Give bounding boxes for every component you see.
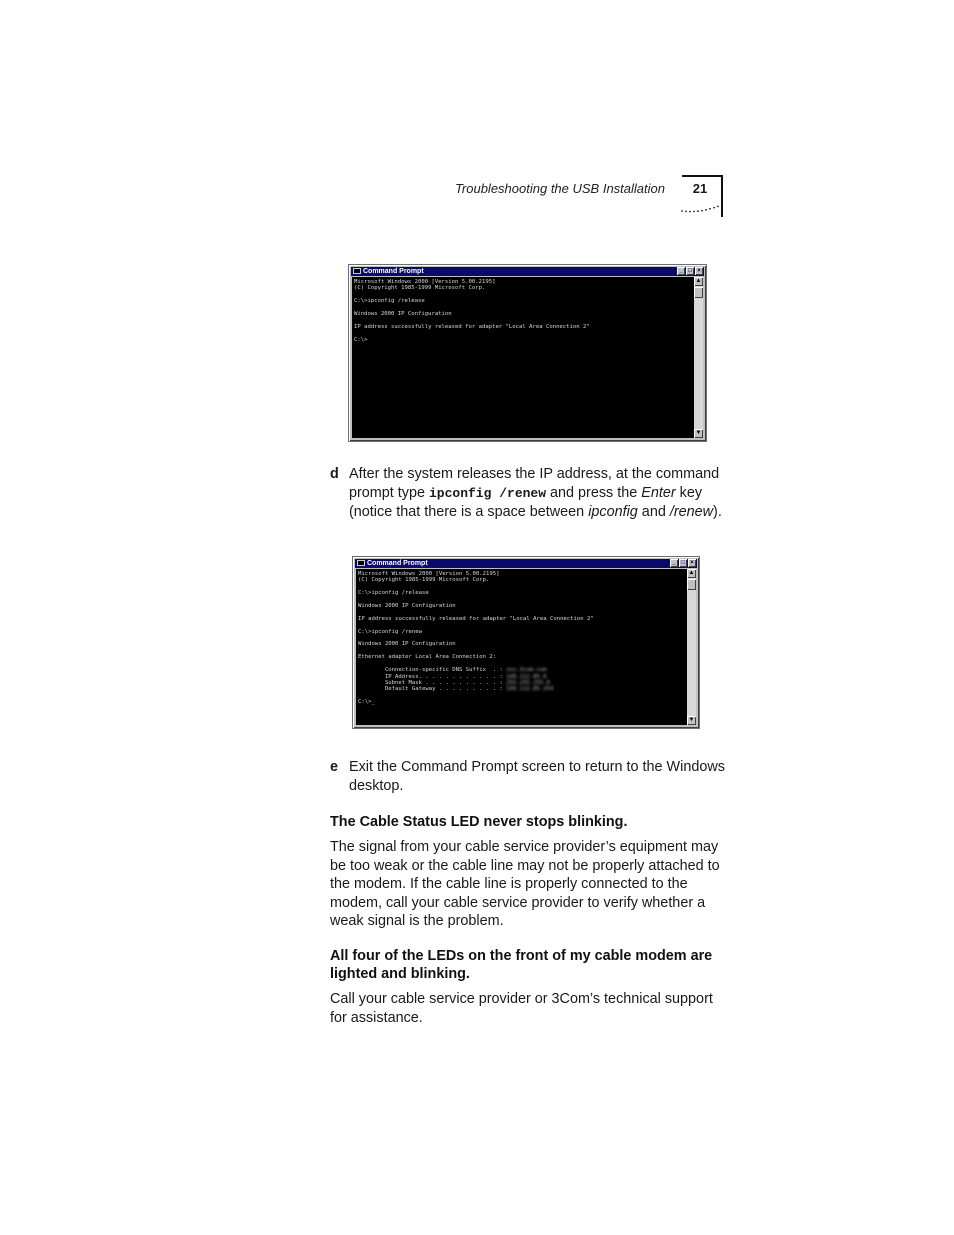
command-text: ipconfig /renew (429, 485, 547, 501)
console-line: IP address successfully released for adapter "Local Area Connection 2" (354, 323, 590, 330)
console-line: C:\>ipconfig /renew (358, 628, 422, 635)
console-line: Windows 2000 IP Configuration (358, 641, 456, 648)
window-title: Command Prompt (367, 560, 428, 567)
step-d-text (349, 465, 725, 522)
window-title-bar (355, 559, 697, 568)
close-icon: × (688, 559, 696, 567)
window-title-bar (351, 267, 704, 276)
config-label: IP Address. . . . . . . . . . . . : (358, 673, 507, 680)
step-d-text-4: and (637, 504, 670, 521)
scrollbar (687, 569, 696, 725)
maximize-icon: □ (686, 267, 694, 275)
step-e (330, 758, 725, 795)
close-icon: × (695, 267, 703, 275)
step-letter: e (330, 759, 339, 775)
config-value-blurred: xxx.3com.com (506, 667, 547, 674)
page-number-rule-side (721, 175, 723, 217)
config-value-blurred: 149.112.85.6 (506, 673, 547, 680)
scrollbar (694, 277, 703, 438)
step-letter: d (330, 466, 339, 482)
console-line: C:\> (354, 336, 368, 343)
command-prompt-window-release (348, 264, 707, 442)
console-line: Microsoft Windows 2000 [Version 5.00.2195] (354, 279, 496, 285)
config-value-blurred: 255.255.255.0 (506, 679, 550, 686)
step-d-text-2: and press the (546, 484, 642, 501)
running-header-title: Troubleshooting the USB Installation (454, 181, 665, 196)
config-label: Subnet Mask . . . . . . . . . . . : (358, 679, 507, 686)
maximize-icon: □ (679, 559, 687, 567)
console-output (352, 277, 694, 438)
console-output (356, 569, 687, 725)
page-number: 21 (692, 181, 708, 196)
scroll-down-icon: ▼ (688, 717, 695, 723)
console-prompt: C:\>_ (358, 699, 375, 706)
step-d-text-3: key (notice that there is a space between (349, 484, 703, 521)
step-d-text-1: After the system releases the IP address, at the command prompt type (349, 466, 720, 501)
window-title: Command Prompt (363, 268, 424, 275)
scroll-thumb (694, 287, 703, 298)
section-heading-cable-status-led: The Cable Status LED never stops blinking. (330, 814, 628, 830)
term-ipconfig: ipconfig (588, 504, 638, 521)
console-line: C:\>ipconfig /release (354, 298, 425, 305)
console-icon (357, 560, 365, 566)
key-name: Enter (641, 484, 676, 501)
page-number-rule-top (682, 175, 722, 177)
scroll-up-icon: ▲ (688, 570, 695, 576)
command-prompt-window-renew (352, 556, 700, 729)
step-e-text: Exit the Command Prompt screen to return to the Windows desktop. (349, 759, 725, 794)
scroll-down-icon: ▼ (695, 430, 702, 436)
console-line: (C) Copyright 1985-1999 Microsoft Corp. (358, 577, 490, 584)
console-line: (C) Copyright 1985-1999 Microsoft Corp. (354, 285, 486, 292)
console-line: C:\>ipconfig /release (358, 590, 429, 597)
dotted-arc-decoration (680, 203, 720, 213)
config-value-blurred: 149.112.85.254 (506, 686, 554, 693)
console-line: Windows 2000 IP Configuration (358, 603, 456, 610)
console-text (352, 277, 694, 345)
console-line: Windows 2000 IP Configuration (354, 311, 452, 318)
term-renew: /renew (669, 504, 714, 521)
minimize-icon: _ (677, 267, 685, 275)
section-body-all-leds: Call your cable service provider or 3Com’s technical support for assistance. (330, 991, 713, 1026)
console-line: Ethernet adapter Local Area Connection 2: (358, 654, 497, 661)
console-icon (353, 268, 361, 274)
section-heading-all-leds: All four of the LEDs on the front of my cable modem are lighted and blinking. (330, 948, 713, 982)
scroll-thumb (687, 579, 696, 590)
step-d (330, 465, 725, 522)
config-label: Default Gateway . . . . . . . . . : (358, 686, 507, 693)
config-label: Connection-specific DNS Suffix . : (358, 667, 507, 674)
section-body-cable-status-led: The signal from your cable service provider’s equipment may be too weak or the cable line may not be properly attached to the modem. If the cable line is properly connected to the modem, call your cable service provider to verify whether a weak signal is the problem. (330, 839, 720, 930)
console-line: IP address successfully released for adapter "Local Area Connection 2" (358, 615, 594, 622)
scroll-up-icon: ▲ (695, 278, 702, 284)
console-text (356, 569, 687, 708)
console-line: Microsoft Windows 2000 [Version 5.00.2195] (358, 571, 500, 577)
step-d-text-5: ). (713, 504, 722, 521)
minimize-icon: _ (670, 559, 678, 567)
